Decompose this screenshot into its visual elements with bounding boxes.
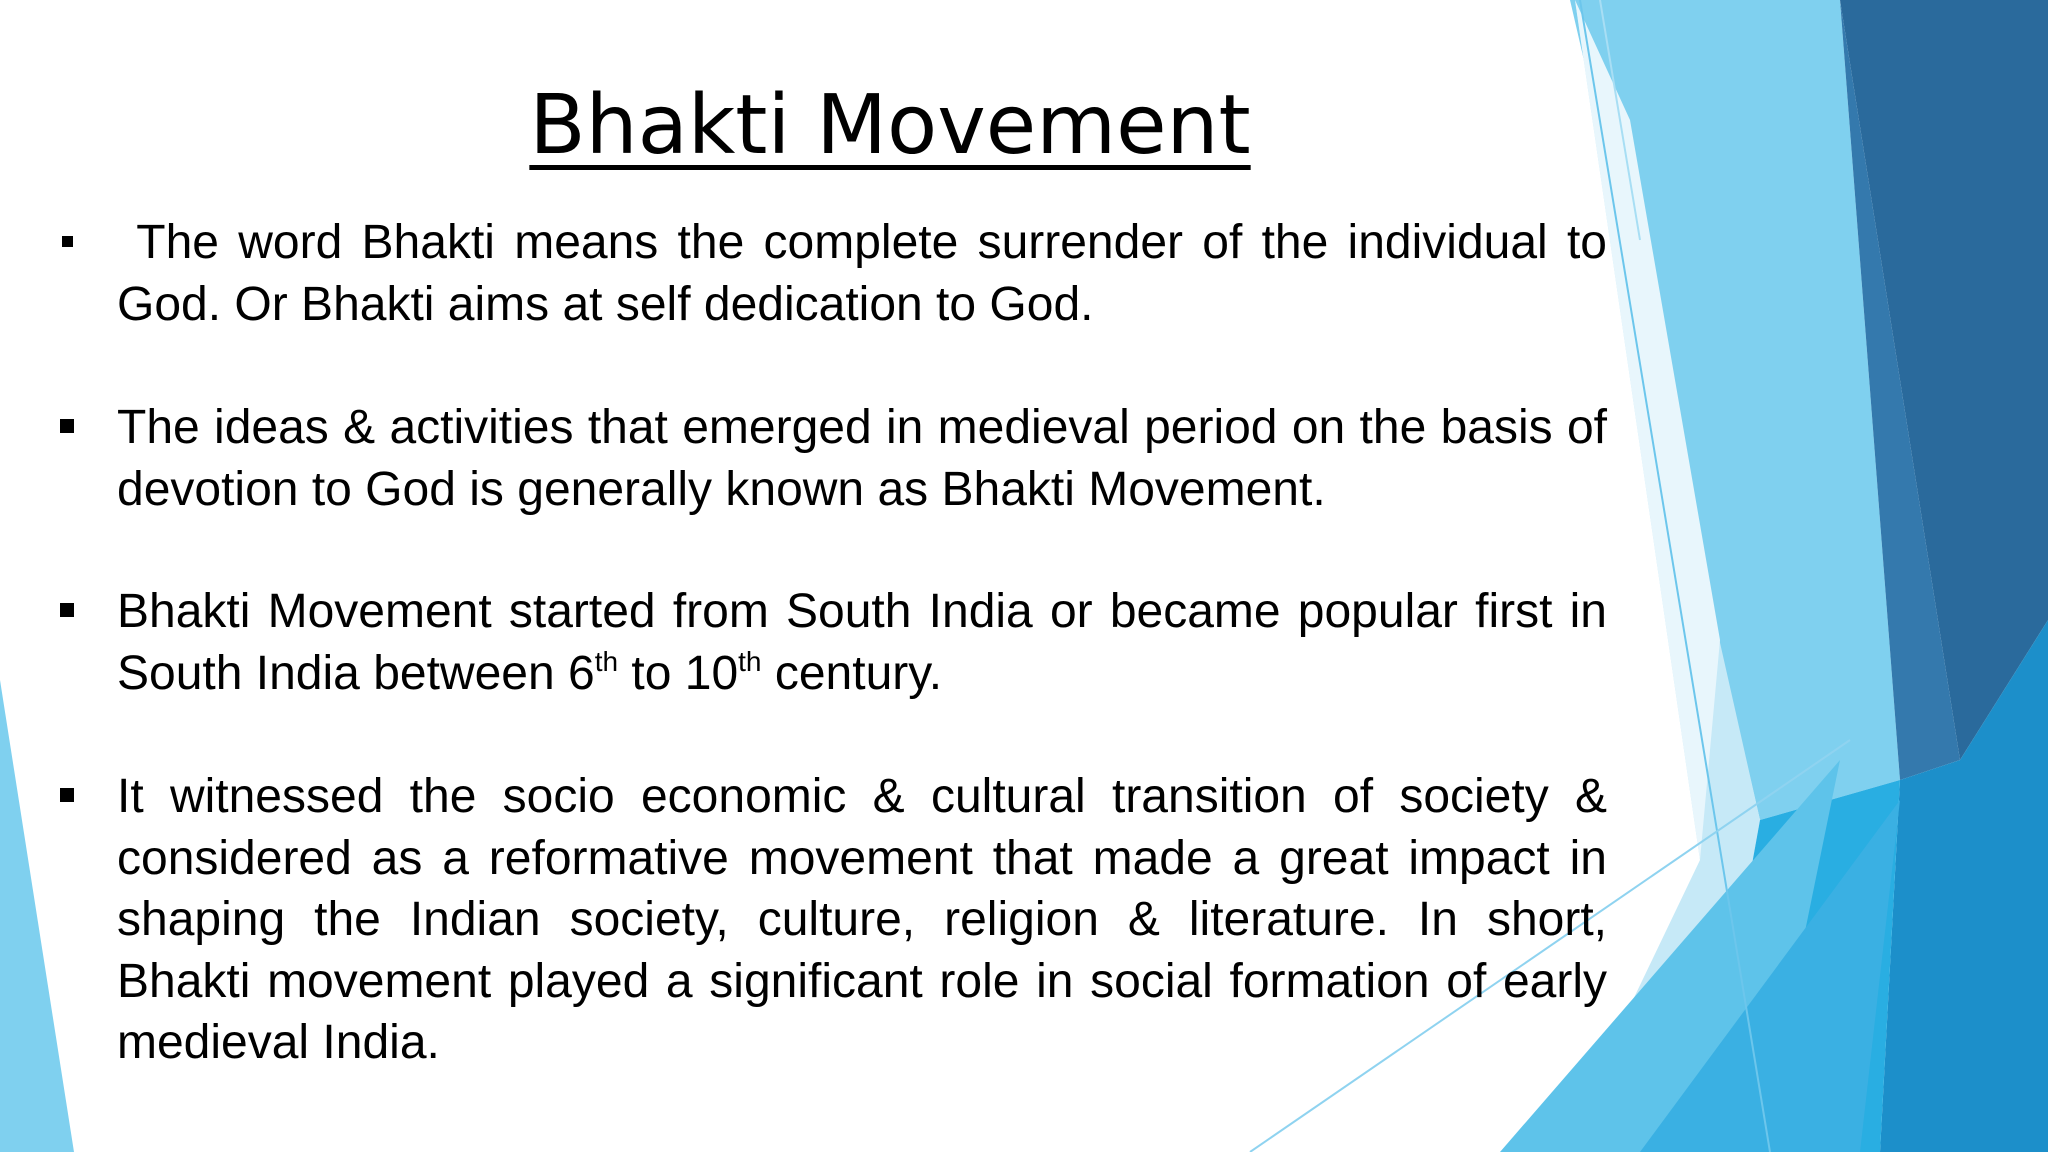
bullet-marker bbox=[62, 236, 73, 247]
bullet-marker bbox=[60, 788, 74, 802]
superscript: th bbox=[738, 645, 762, 677]
bullet-text-part: century. bbox=[761, 646, 943, 700]
bullet-item-3 bbox=[117, 581, 1607, 704]
bullet-text: It witnessed the socio economic & cultural transition of society & considered as a reformative movement that made a great impact in shaping the Indian society, culture, religion & literature. In short, Bhakti movement played a significant role in social formation of early medieval India. bbox=[117, 770, 1607, 1069]
slide-title-text: Bhakti Movement bbox=[529, 78, 1251, 173]
bullet-marker bbox=[60, 603, 74, 617]
bullet-text: The word Bhakti means the complete surrender of the individual to God. Or Bhakti aims at self dedication to God. bbox=[117, 216, 1621, 331]
bullet-item-4 bbox=[117, 766, 1607, 1074]
bullet-text-part: to 10 bbox=[618, 646, 739, 700]
bullet-text-part: Bhakti Movement started from South India or became popular first in South India between 6 bbox=[117, 585, 1607, 700]
bullet-item-1 bbox=[117, 212, 1621, 335]
superscript: th bbox=[594, 645, 619, 677]
bullet-marker bbox=[60, 419, 74, 433]
bullet-item-2 bbox=[117, 397, 1607, 520]
bullet-text: The ideas & activities that emerged in medieval period on the basis of devotion to God is generally known as Bhakti Movement. bbox=[117, 401, 1607, 516]
